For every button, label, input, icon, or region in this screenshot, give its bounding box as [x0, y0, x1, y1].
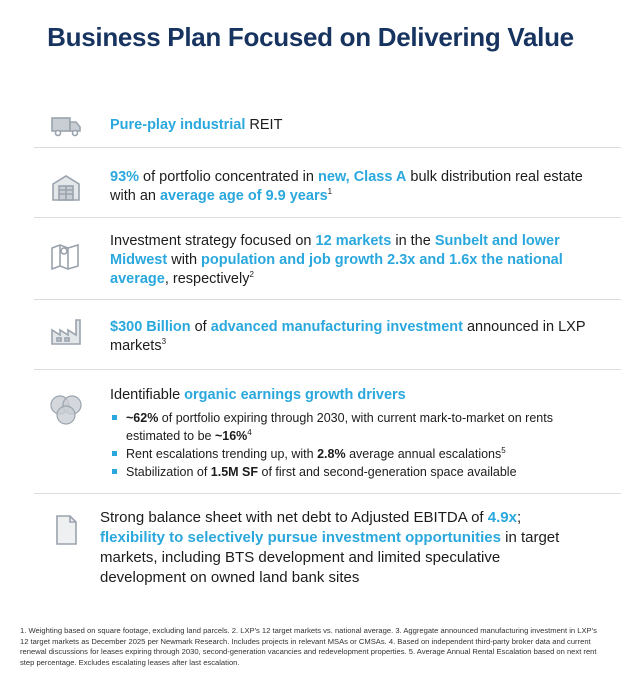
list-item: Stabilization of 1.5M SF of first and second-generation space available [110, 463, 590, 481]
page-title: Business Plan Focused on Delivering Value [47, 22, 574, 52]
truck-icon [46, 106, 86, 146]
venn-icon [44, 388, 88, 432]
list-item: ~62% of portfolio expiring through 2030, with current mark-to-market on rents estimated to be ~16%$^4$ [110, 409, 590, 445]
row-text: Strong balance sheet with net debt to Adjusted EBITDA of 4.9x; flexibility to selectively pursue investment opportunities in target markets, including BTS development and limited speculative development on owned land bank sites [100, 509, 560, 586]
divider [34, 147, 621, 148]
factory-icon [46, 312, 86, 352]
row-text: Pure-play industrial REIT [110, 117, 283, 133]
divider [34, 493, 621, 494]
driver-list [110, 409, 590, 481]
row-balance-sheet [34, 502, 621, 592]
row-text: $300 Billion of advanced manufacturing investment announced in LXP markets$^3$ [110, 319, 586, 354]
row-strategy [34, 226, 621, 296]
document-icon [46, 510, 86, 550]
row-growth-drivers [34, 378, 621, 488]
divider [34, 217, 621, 218]
row-text: Investment strategy focused on 12 markets in the Sunbelt and lower Midwest with population and job growth 2.3x and 1.6x the national average, respectively$^2$ [110, 233, 563, 287]
divider [34, 369, 621, 370]
warehouse-icon [46, 168, 86, 208]
row-manufacturing [34, 306, 621, 366]
row-text: 93% of portfolio concentrated in new, Class A bulk distribution real estate with an average age of 9.9 years$^1$ [110, 169, 583, 204]
divider [34, 299, 621, 300]
row-portfolio [34, 160, 621, 218]
row-text: Identifiable organic earnings growth drivers ~62% of portfolio expiring through 2030, with current mark-to-market on rents estimated to be ~16%$^4$ Rent escalations trending up, with 2.8% average annual escalations$^5$ Stabilization of 1.5M SF of first and second-generation space available [110, 386, 590, 481]
map-icon [46, 236, 86, 276]
list-item: Rent escalations trending up, with 2.8% average annual escalations$^5$ [110, 445, 590, 463]
footnotes: 1. Weighting based on square footage, excluding land parcels. 2. LXP's 12 target markets vs. national average. 3. Aggregate announced manufacturing investment in LXP's 12 target markets as December 2025 per Newmark Research. Includes projects in relevant MSAs or CMSAs. 4. Based on independent third-party broker data and current renewal discussions for leases expiring through 2030, second-generation vacancies and redevelopment properties. 5. Average Annual Rental Escalation based on next rent step percentage. Excludes escalating leases after last escalation. [20, 626, 597, 667]
row-pure-play [34, 104, 621, 146]
